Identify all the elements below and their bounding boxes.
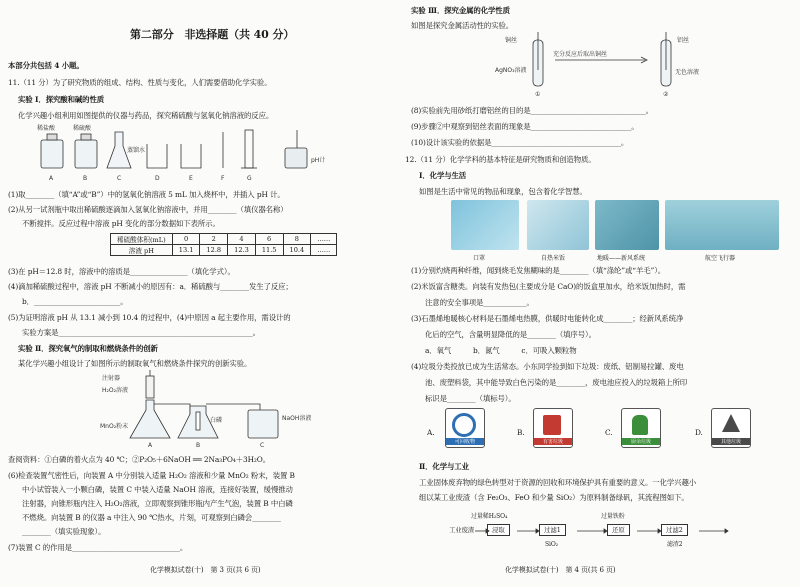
table-cell: 0 [172, 234, 200, 245]
section-intro: 本部分共包括 4 小题。 [8, 61, 84, 70]
photo-mask [451, 200, 519, 250]
label-naoh: NaOH溶液 [282, 415, 312, 422]
q12-4c: 标识是________（填标号）。 [425, 394, 516, 403]
q8: (8)实验前先用砂纸打磨铝丝的目的是________________________________。 [411, 106, 653, 115]
flow-step-leach: 浸取 [487, 524, 510, 536]
letter-g: G [247, 175, 252, 182]
q12-1: (1)分别灼烧两种纤维，闻到烧毛发焦糊味的是________（填“涤纶”或“羊毛”）。 [411, 266, 666, 275]
label-syringe: 注射器 [102, 375, 121, 382]
flow-label-sio2: SiO₂ [545, 541, 558, 548]
flow-arrows [475, 526, 765, 538]
oxygen-apparatus-figure [100, 370, 330, 448]
letter-e: E [189, 175, 193, 182]
part-title: 第二部分 非选择题（共 40 分） [130, 28, 295, 41]
q9: (9)步骤②中观察到铝丝表面的现象是____________________________。 [411, 122, 639, 131]
q11-stem: 11.（11 分）为了研究物质的组成、结构、性质与变化，人们需要借助化学实验。 [8, 78, 272, 87]
table-cell: 4 [228, 234, 256, 245]
table-cell: 12.3 [228, 245, 256, 256]
label-mno2: MnO₂粉末 [100, 423, 129, 430]
q12-stem: 12.（11 分）化学学科的基本特征是研究物质和创造物质。 [405, 155, 596, 164]
label-ph: pH计 [311, 157, 326, 164]
letter-c: C [117, 175, 122, 182]
part1-title: Ⅰ．化学与生活 [419, 171, 467, 180]
bin-letter-b: B. [517, 428, 525, 437]
q5b: 实验方案是______________________________________________________。 [22, 328, 260, 337]
q6e: ________（填实验现象）。 [22, 527, 106, 536]
q12-4a: (4)垃圾分类投放已成为生活常态。小东同学捡到如下垃圾：废纸、铝制易拉罐、废电 [411, 362, 684, 371]
flow-start: 工业废渣 [449, 526, 475, 534]
exp1-line1: 化学兴趣小组利用如图提供的仪器与药品，探究稀硫酸与氢氧化钠溶液的反应。 [18, 111, 274, 120]
q12-2b: 注意的安全事项是____________。 [425, 298, 534, 307]
caption-aircraft: 航空飞行器 [705, 255, 736, 262]
letter-a2: A [148, 442, 153, 448]
hazardous-bin-icon [533, 408, 573, 448]
letter-c2: C [260, 442, 265, 448]
caption-mask: 口罩 [473, 255, 486, 262]
part2-title: Ⅱ．化学与工业 [419, 462, 469, 471]
table-head-volume: 稀硫酸体积(mL) [111, 234, 173, 245]
label-acid1: 稀盐酸 [37, 125, 56, 132]
q4b: b．________________________。 [22, 297, 128, 306]
q7: (7)装置 C 的作用是______________________________。 [8, 543, 188, 552]
table-cell: 6 [255, 234, 283, 245]
label-acid2: 稀硫酸 [73, 125, 92, 132]
apparatus-figure [35, 122, 380, 184]
kitchen-waste-bin-icon [621, 408, 661, 448]
q3: (3)在 pH＝12.8 时，溶液中的溶质是________________（填化学式）。 [8, 267, 235, 276]
label-h2o2: H₂O₂溶液 [102, 387, 129, 394]
flow-label-acid: 过量稀H₂SO₄ [471, 513, 508, 520]
bin-label-b: 有害垃圾 [534, 438, 572, 445]
q1: (1)取________（填“A”或“B”）中的氢氧化钠溶液 5 mL 加入烧杯中，并插入 pH 计。 [8, 190, 285, 199]
left-page [0, 0, 395, 587]
table-cell: 2 [200, 234, 228, 245]
q12-3c: a．氧气 b．氮气 c．可吸入颗粒物 [425, 346, 577, 355]
table-cell: 12.8 [200, 245, 228, 256]
letter-d: D [155, 175, 160, 182]
bin-letter-a: A. [427, 428, 435, 437]
q12-3b: 化后的空气，含量明显降低的是________（填序号）。 [425, 330, 596, 339]
flow-label-residue2: 滤渣2 [667, 541, 683, 548]
bin-letter-c: C. [605, 428, 613, 437]
metal-activity-figure [495, 30, 725, 100]
table-cell: 8 [283, 234, 311, 245]
exp2-title: 实验 Ⅱ．探究氧气的制取和燃烧条件的创新 [18, 344, 158, 353]
table-cell: 13.1 [172, 245, 200, 256]
flow-step-reduce: 还原 [607, 524, 630, 536]
flow-step-filter1: 过滤1 [539, 524, 566, 536]
label-water: 蒸馏水 [127, 147, 146, 154]
page-footer-left: 化学模拟试卷(十) 第 3 页(共 6 页) [150, 566, 261, 574]
flow-step-filter2: 过滤2 [661, 524, 688, 536]
q2b: 不断搅拌。反应过程中溶液 pH 变化的部分数据如下表所示。 [22, 219, 220, 228]
q12-3a: (3)石墨烯地暖核心材料是石墨烯电热膜，供暖时电能转化成________；经新风系统净 [411, 314, 684, 323]
q6d: 不燃烧。向装置 B 的仪器 a 中注入 90 ℃热水，片刻，可观察到白磷会________ [22, 513, 281, 522]
q6b: 中小试管装入一小颗白磷，装置 C 中装入适量 NaOH 溶液，连接好装置，缓慢推动 [22, 485, 293, 494]
right-page [405, 0, 800, 587]
step-1: ① [535, 91, 541, 98]
bin-letter-d: D. [695, 428, 703, 437]
exp3-line1: 如图是探究金属活动性的实验。 [411, 21, 514, 30]
exp2-line1: 某化学兴趣小组设计了如图所示的制取氧气和燃烧条件探究的创新实验。 [18, 359, 252, 368]
page-footer-right: 化学模拟试卷(十) 第 4 页(共 6 页) [505, 566, 616, 574]
table-cell: 10.4 [283, 245, 311, 256]
reference-info: 查阅资料：①白磷的着火点为 40 ℃；②P₂O₅＋6NaOH ══ 2Na₃PO₄＋3H₂O。 [8, 455, 271, 464]
flow-label-iron: 过量铁粉 [601, 513, 625, 520]
caption-rice: 自热米饭 [541, 255, 566, 262]
part2-line2: 组以某工业废渣（含 Fe₂O₃、FeO 和少量 SiO₂）为原料制备绿矾，其流程图如下。 [419, 493, 689, 502]
part1-line1: 如图是生活中常见的物品和现象，包含着化学智慧。 [419, 187, 587, 196]
other-waste-bin-icon [711, 408, 751, 448]
bin-label-d: 其他垃圾 [712, 438, 750, 445]
letter-f: F [221, 175, 225, 182]
part2-line1: 工业固体废弃物的绿色转型对于资源的回收和环境保护具有重要的意义。一化学兴趣小 [419, 478, 697, 487]
q2a: (2)从另一试剂瓶中取出稀硫酸逐滴加入氢氧化钠溶液中，并用________（填仪器名称） [8, 205, 288, 214]
caption-heating: 地暖——新风系统 [597, 255, 646, 262]
table-row [111, 245, 337, 256]
recyclable-bin-icon [445, 408, 485, 448]
q5a: (5)为证明溶液 pH 从 13.1 减小到 10.4 的过程中，(4)中原因 a 起主要作用，需设计的 [8, 313, 291, 322]
bin-label-a: 可回收物 [446, 438, 484, 445]
table-cell: …… [311, 234, 337, 245]
photo-aircraft [665, 200, 779, 250]
label-white-p: 白磷 [210, 417, 223, 424]
table-head-ph: 溶液 pH [111, 245, 173, 256]
label-al-wire: 铝丝 [677, 37, 690, 44]
label-colorless: 无色溶液 [675, 69, 700, 76]
q12-2a: (2)米饭富含糖类。向装有发热包(主要成分是 CaO)的饭盒里加水，给米饭加热时，需 [411, 282, 686, 291]
exp1-title: 实验 Ⅰ．探究酸和碱的性质 [18, 95, 105, 104]
letter-a: A [49, 175, 54, 182]
bin-label-c: 厨余垃圾 [622, 438, 660, 445]
letter-b2: B [196, 442, 201, 448]
ph-table [110, 233, 337, 256]
label-agno3: AgNO₃溶液 [495, 67, 527, 74]
photo-floor-heating [595, 200, 659, 250]
label-step-arrow: 充分反应后取出铜丝 [553, 51, 608, 58]
q4a: (4)滴加稀硫酸过程中，溶液 pH 不断减小的原因有：a．稀硫酸与________发生了反应； [8, 282, 293, 291]
label-cu-wire: 铜丝 [505, 37, 518, 44]
step-2: ② [663, 91, 669, 98]
q12-4b: 池、废塑料袋，其中能导致白色污染的是________，废电池应投入的垃圾箱上所印 [425, 378, 688, 387]
q10: (10)设计该实验的依据是____________________________________。 [411, 138, 629, 147]
q6c: 注射器，向锥形瓶内注入 H₂O₂溶液，立即观察到锥形瓶内产生气泡，装置 B 中白磷 [22, 499, 293, 508]
exp3-title: 实验 Ⅲ．探究金属的化学性质 [411, 6, 510, 15]
table-row [111, 234, 337, 245]
table-cell: 11.5 [255, 245, 283, 256]
q6a: (6)检查装置气密性后，向装置 A 中分别装入适量 H₂O₂ 溶液和少量 MnO₂ 粉末，装置 B [8, 471, 295, 480]
table-cell: …… [311, 245, 337, 256]
photo-self-heating-rice [527, 200, 589, 250]
letter-b: B [83, 175, 88, 182]
